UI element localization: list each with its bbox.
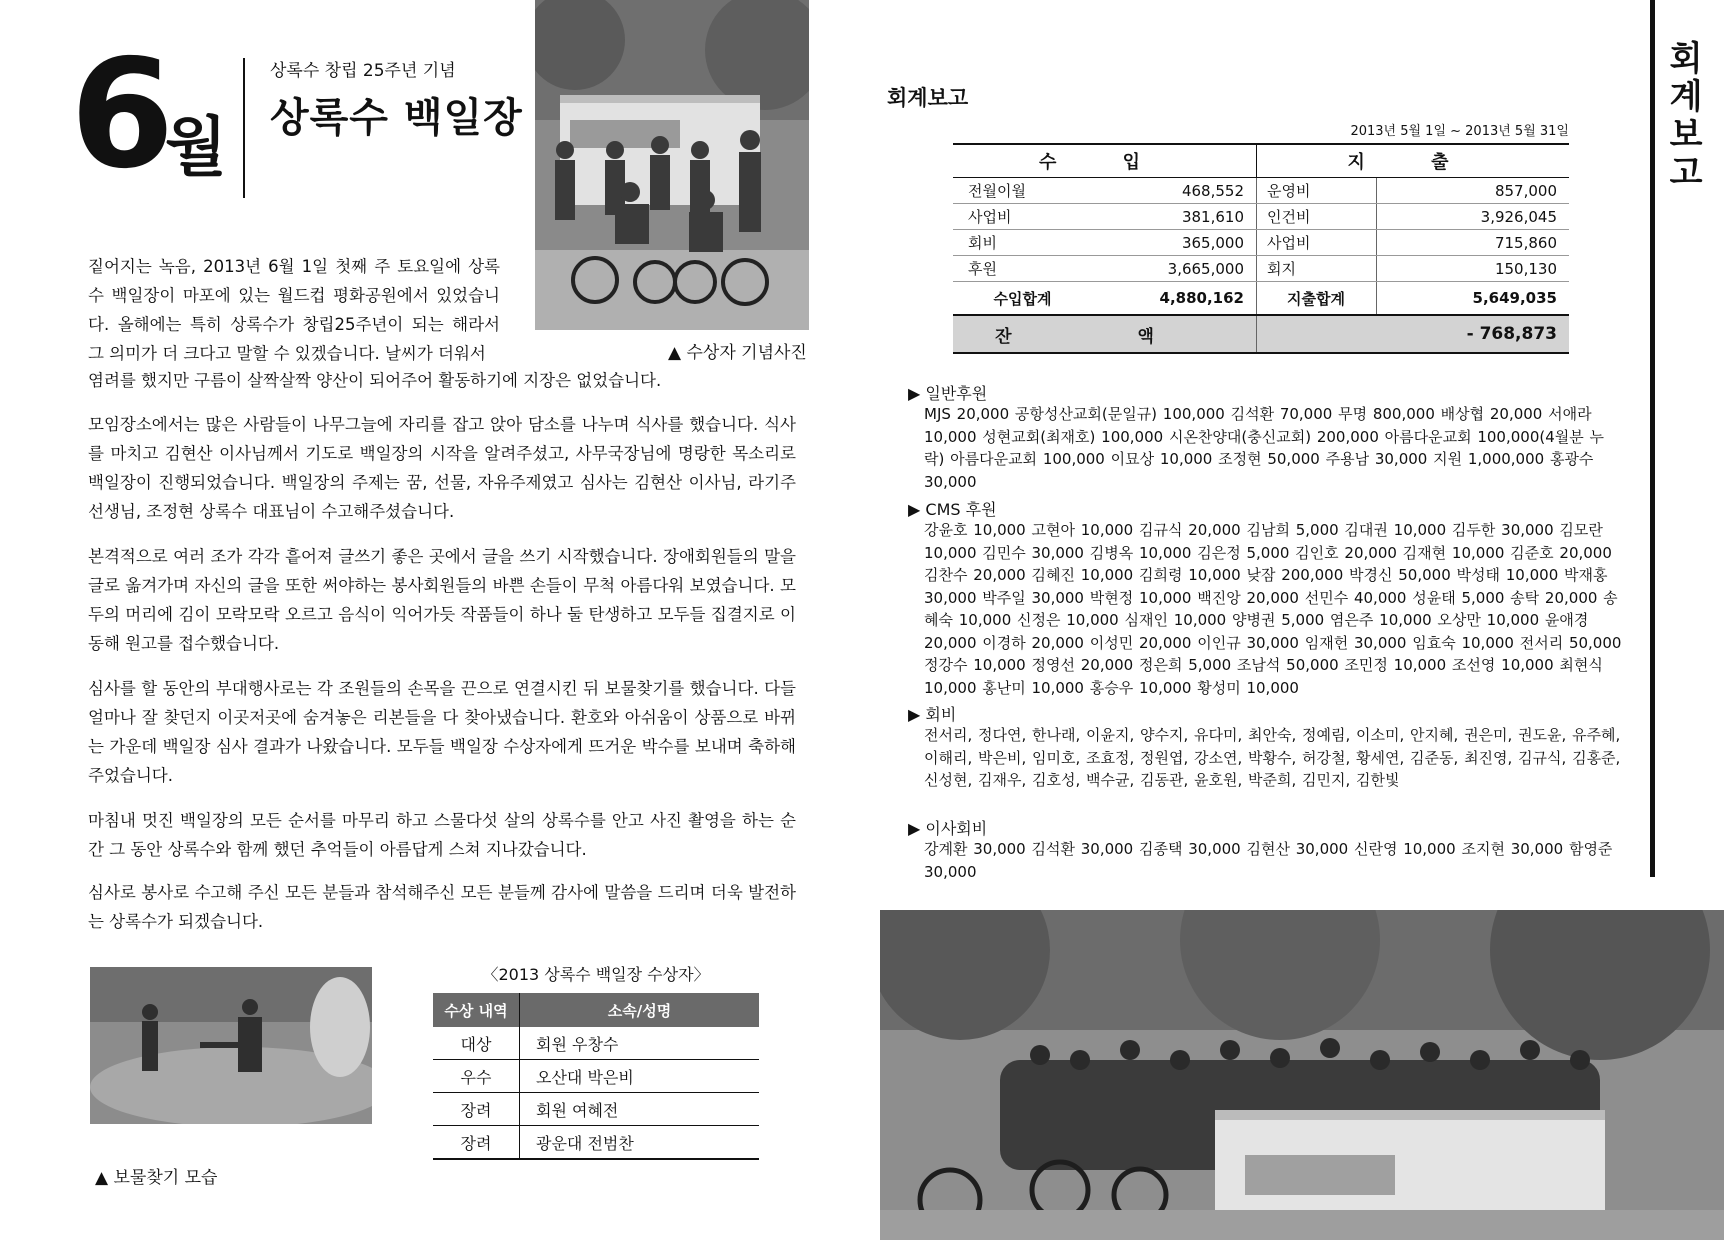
expense-total-label: 지출합계: [1257, 282, 1377, 316]
accounting-table: [953, 143, 1569, 354]
award-type: 장려: [433, 1126, 520, 1160]
income-total: 4,880,162: [1093, 282, 1257, 316]
balance-label: 잔 액: [953, 315, 1257, 353]
expense-item: 인건비: [1257, 204, 1377, 230]
award-winner: 광운대 전범찬: [520, 1126, 760, 1160]
income-amount: 365,000: [1093, 230, 1257, 256]
article-paragraph: 심사로 봉사로 수고해 주신 모든 분들과 참석해주신 모든 분들께 감사에 말씀을 드리며 더욱 발전하는 상록수가 되겠습니다.: [88, 883, 796, 931]
award-type: 우수: [433, 1060, 520, 1093]
income-amount: 468,552: [1093, 178, 1257, 204]
awards-table-title: 〈2013 상록수 백일장 수상자〉: [482, 965, 710, 984]
group-photo: [880, 910, 1724, 1240]
award-winners-photo: [535, 0, 809, 330]
expense-amount: 715,860: [1377, 230, 1570, 256]
general-donors-list: MJS 20,000 공항성산교회(문일규) 100,000 김석환 70,000 무명 800,000 배상협 20,000 서애라 10,000 성현교회(최재호) 100,000 시온찬양대(충신교회) 200,000 아름다운교회 100,000(4월분 누락) 아름다운교회 100,000 이묘상 10,000 조정현 50,000 주용남 30,000 지원 1,000,000 홍광수 30,000: [924, 405, 1605, 491]
membership-fee-list: 전서리, 정다연, 한나래, 이윤지, 양수지, 유다미, 최안숙, 정예림, 이소미, 안지혜, 권은미, 권도윤, 유주혜, 이해리, 박은비, 임미호, 조효정, 정원엽, 강소연, 박황수, 허강철, 황세연, 김준동, 최진영, 김규식, 김홍준, 신성현, 김재우, 김호성, 백수균, 김동관, 윤호원, 박준희, 김민지, 김한빛: [924, 726, 1621, 789]
board-fee-heading: ▶ 이사회비: [908, 819, 988, 838]
section-side-title: 회계보고: [1669, 39, 1703, 194]
income-header: 수 입: [953, 144, 1257, 178]
month-word: 월: [165, 111, 227, 185]
expense-item: 회지: [1257, 256, 1377, 282]
income-amount: 3,665,000: [1093, 256, 1257, 282]
article-subtitle: 상록수 창립 25주년 기념: [270, 61, 456, 81]
article-paragraph: 짙어지는 녹음, 2013년 6월 1일 첫째 주 토요일에 상록수 백일장이 마포에 있는 월드컵 평화공원에서 있었습니다. 올해에는 특히 상록수가 창립25주년이 되는 해라서 그 의미가 더 크다고 말할 수 있겠습니다. 날씨가 더워서: [88, 257, 500, 363]
award-type: 장려: [433, 1093, 520, 1126]
awards-col-header: 수상 내역: [433, 993, 520, 1027]
accounting-period: 2013년 5월 1일 ~ 2013년 5월 31일: [1350, 124, 1569, 139]
table-row: [433, 1126, 759, 1160]
expense-amount: 857,000: [1377, 178, 1570, 204]
bottom-left-photo-caption: ▲ 보물찾기 모습: [95, 1168, 218, 1188]
article-paragraph: 본격적으로 여러 조가 각각 흩어져 글쓰기 좋은 곳에서 글을 쓰기 시작했습니다. 장애회원들의 말을 글로 옮겨가며 자신의 글을 또한 써야하는 봉사회원들의 바쁜 손들이 무척 아름다워 보였습니다. 모두의 머리에 김이 모락모락 오르고 음식이 익어가듯 작품들이 하나 둘 탄생하고 모두들 집결지로 이동해 원고를 접수했습니다.: [88, 547, 796, 653]
cms-donors-list: 강윤호 10,000 고현아 10,000 김규식 20,000 김남희 5,000 김대권 10,000 김두한 30,000 김모란 10,000 김민수 30,000 김병옥 10,000 김은정 5,000 김인호 20,000 김재현 10,000 김준호 20,000 김찬수 20,000 김혜진 10,000 김희령 10,000 낮잠 200,000 박경신 50,000 박성태 10,000 박재홍 30,000 박주일 30,000 박현정 10,000 백진앙 20,000 선민수 40,000 성윤태 5,000 송탁 20,000 송혜숙 10,000 신정은 10,000 심재인 10,000 양병권 5,000 염은주 10,000 오상만 10,000 윤애경 20,000 이경하 20,000 이성민 20,000 이인규 30,000 임재헌 30,000 임효숙 10,000 전서리 50,000 정강수 10,000 정영선 20,000 정은희 5,000 조남석 50,000 조민정 10,000 조선영 10,000 최현식 10,000 홍난미 10,000 홍승우 10,000 황성미 10,000: [924, 521, 1622, 697]
balance-amount: - 768,873: [1257, 315, 1570, 353]
article-paragraph: 염려를 했지만 구름이 살짝살짝 양산이 되어주어 활동하기에 지장은 없었습니다.: [88, 371, 662, 390]
income-item: 회비: [953, 230, 1093, 256]
award-winner: 오산대 박은비: [520, 1060, 760, 1093]
awards-table: [433, 993, 759, 1160]
membership-fee-heading: ▶ 회비: [908, 705, 957, 724]
table-row: [433, 1060, 759, 1093]
expense-total: 5,649,035: [1377, 282, 1570, 316]
article-paragraph: 모임장소에서는 많은 사람들이 나무그늘에 자리를 잡고 앉아 담소를 나누며 식사를 했습니다. 식사를 마치고 김현산 이사님께서 기도로 백일장의 시작을 알려주셨고, 사무국장님에 명랑한 목소리로 백일장이 진행되었습니다. 백일장의 주제는 꿈, 선물, 자유주제였고 심사는 김현산 이사님, 라기주 선생님, 조정현 상록수 대표님이 수고해주셨습니다.: [88, 415, 796, 521]
expense-header: 지 출: [1257, 144, 1570, 178]
expense-item: 사업비: [1257, 230, 1377, 256]
awards-col-header: 소속/성명: [520, 993, 760, 1027]
table-row: [433, 1027, 759, 1060]
income-total-label: 수입합계: [953, 282, 1093, 316]
table-row: [953, 256, 1569, 282]
treasure-hunt-photo: [90, 967, 372, 1124]
article-paragraph: 심사를 할 동안의 부대행사로는 각 조원들의 손목을 끈으로 연결시킨 뒤 보물찾기를 했습니다. 다들 얼마나 잘 찾던지 이곳저곳에 숨겨놓은 리본들을 다 찾아냈습니다. 환호와 아쉬움이 상품으로 바뀌는 가운데 백일장 심사 결과가 나왔습니다. 모두들 백일장 수상자에게 뜨거운 박수를 보내며 축하해주었습니다.: [88, 679, 796, 785]
expense-amount: 3,926,045: [1377, 204, 1570, 230]
board-fee-list: 강계환 30,000 김석환 30,000 김종택 30,000 김현산 30,000 신란영 10,000 조지현 30,000 함영준 30,000: [924, 840, 1613, 881]
award-winner: 회원 여혜전: [520, 1093, 760, 1126]
expense-item: 운영비: [1257, 178, 1377, 204]
award-winner: 회원 우창수: [520, 1027, 760, 1060]
accounting-heading: 회계보고: [887, 86, 969, 110]
income-item: 전월이월: [953, 178, 1093, 204]
article-paragraph: 마침내 멋진 백일장의 모든 순서를 마무리 하고 스물다섯 살의 상록수를 안고 사진 촬영을 하는 순간 그 동안 상록수와 함께 했던 추억들이 아름답게 스쳐 지나갔습니다.: [88, 811, 796, 859]
cms-donors-heading: ▶ CMS 후원: [908, 500, 997, 519]
table-row: [433, 1093, 759, 1126]
totals-row: [953, 282, 1569, 316]
title-divider: [243, 58, 245, 198]
month-number: 6: [70, 28, 171, 202]
section-side-bar: [1650, 0, 1655, 877]
general-donors-heading: ▶ 일반후원: [908, 384, 988, 403]
accounting-header-row: [953, 144, 1569, 178]
income-amount: 381,610: [1093, 204, 1257, 230]
article-title: 상록수 백일장: [270, 95, 523, 141]
table-row: [953, 204, 1569, 230]
income-item: 후원: [953, 256, 1093, 282]
top-photo-caption: ▲ 수상자 기념사진: [668, 343, 807, 363]
award-type: 대상: [433, 1027, 520, 1060]
awards-table-header: [433, 993, 759, 1027]
table-row: [953, 230, 1569, 256]
expense-amount: 150,130: [1377, 256, 1570, 282]
table-row: [953, 178, 1569, 204]
balance-row: [953, 315, 1569, 353]
income-item: 사업비: [953, 204, 1093, 230]
